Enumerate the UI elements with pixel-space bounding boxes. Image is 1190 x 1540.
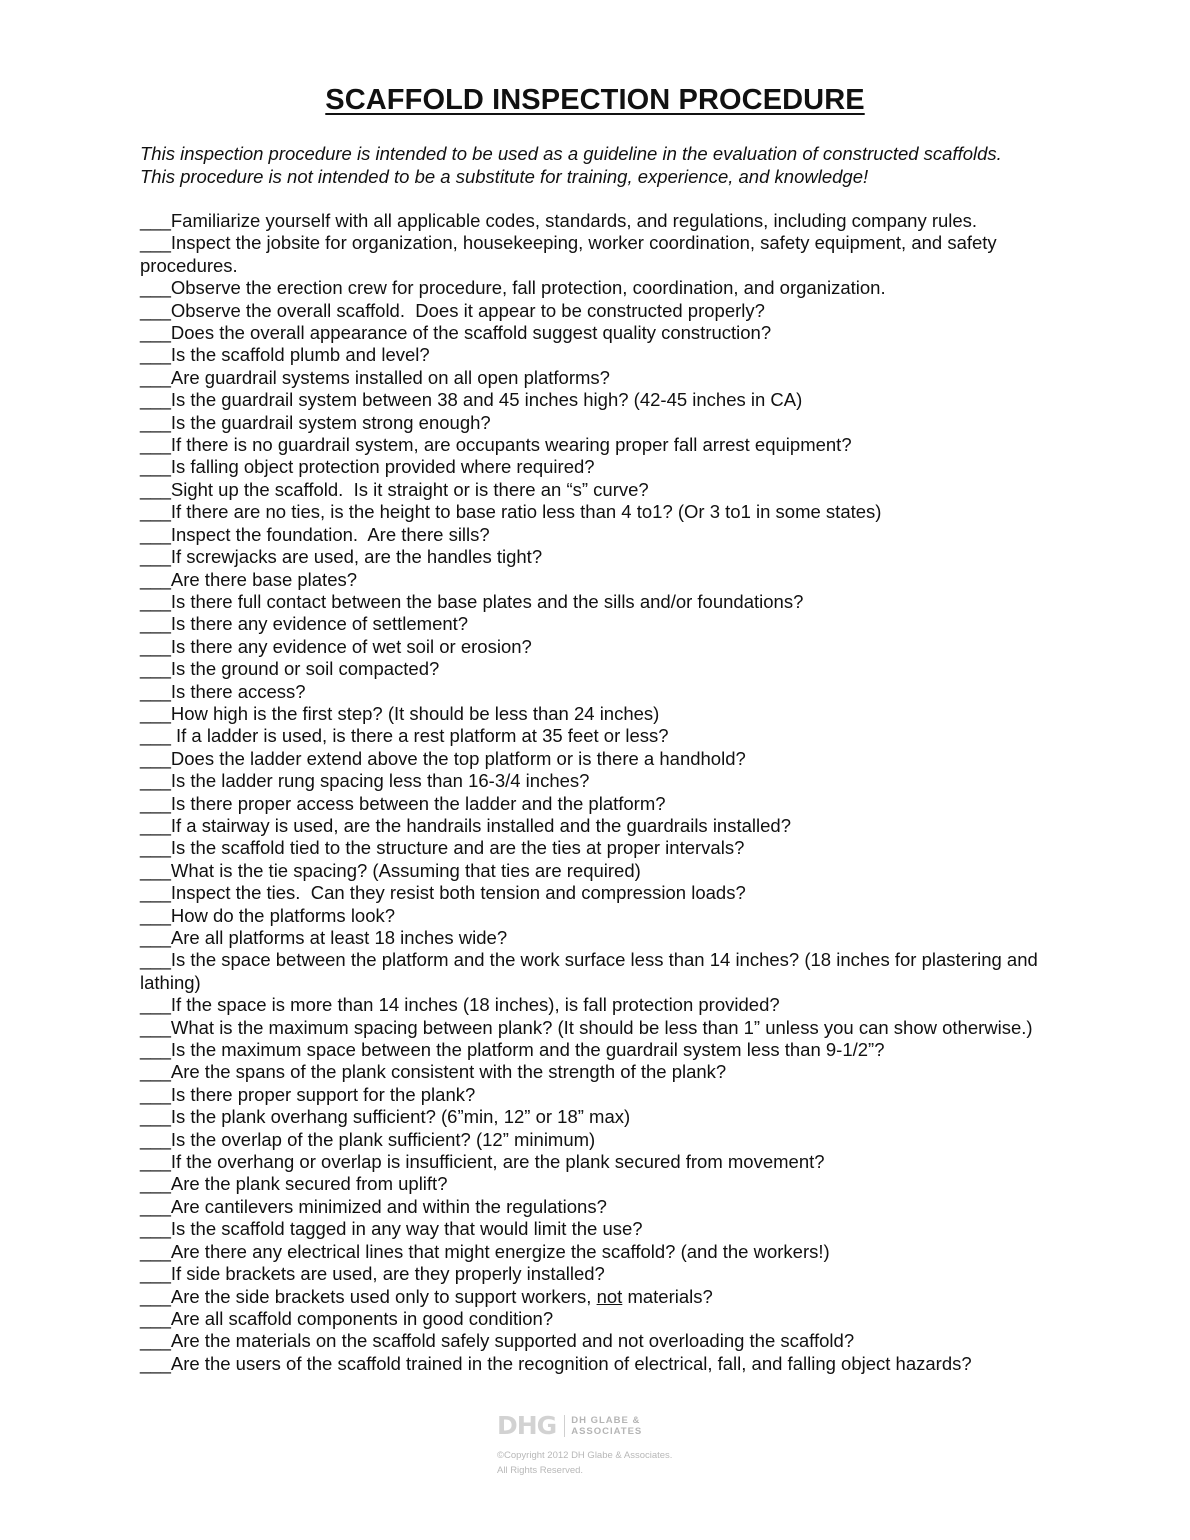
checklist-item-text: Are all platforms at least 18 inches wide? <box>170 927 508 948</box>
intro-line: This procedure is not intended to be a substitute for training, experience, and knowledge! <box>140 165 869 187</box>
checklist-item-text: Does the ladder extend above the top platform or is there a handhold? <box>170 747 746 769</box>
checklist-item-text: If there is no guardrail system, are occupants wearing proper fall arrest equipment? <box>170 434 852 456</box>
checkbox-blank[interactable]: ___ <box>140 792 171 814</box>
checklist-item-text: Does the overall appearance of the scaffold suggest quality construction? <box>170 322 772 344</box>
checklist-item <box>140 367 1060 389</box>
intro-line: This inspection procedure is intended to be used as a guideline in the evaluation of constructed scaffolds. <box>140 143 1002 164</box>
checklist-item <box>140 882 1060 904</box>
checklist-item-text: Are guardrail systems installed on all open platforms? <box>170 366 610 388</box>
checklist-item-text: Are the side brackets used only to support workers, <box>170 1285 597 1307</box>
checklist-item-text: Is there access? <box>170 680 306 702</box>
checklist-item <box>140 1218 1060 1240</box>
checkbox-blank[interactable]: ___ <box>140 613 171 635</box>
copyright <box>497 1448 717 1478</box>
checkbox-blank[interactable]: ___ <box>140 277 171 299</box>
checklist-item-text: Is the ground or soil compacted? <box>170 658 440 680</box>
checkbox-blank[interactable]: ___ <box>140 299 171 321</box>
inspection-checklist <box>140 210 1060 1375</box>
checkbox-blank[interactable]: ___ <box>140 1173 171 1195</box>
checkbox-blank[interactable]: ___ <box>140 927 171 948</box>
checklist-item-text: Is there any evidence of settlement? <box>170 613 469 635</box>
checklist-item <box>140 1286 1060 1308</box>
checklist-item <box>140 636 1060 658</box>
checkbox-blank[interactable]: ___ <box>140 725 171 747</box>
checklist-item <box>140 1129 1060 1151</box>
checkbox-blank[interactable]: ___ <box>140 837 171 859</box>
checklist-item-text: Is the ladder rung spacing less than 16-3/4 inches? <box>170 770 590 792</box>
checklist-item <box>140 434 1060 456</box>
checkbox-blank[interactable]: ___ <box>140 456 171 478</box>
checklist-item <box>140 322 1060 344</box>
checklist-item <box>140 658 1060 680</box>
emphasis-text: not <box>596 1285 623 1307</box>
checkbox-blank[interactable]: ___ <box>140 882 171 904</box>
checklist-item-text: Are all scaffold components in good condition? <box>170 1307 554 1329</box>
checklist-item <box>140 837 1060 859</box>
checklist-item-text: Are the materials on the scaffold safely supported and not overloading the scaffold? <box>170 1330 855 1352</box>
checkbox-blank[interactable]: ___ <box>140 322 171 344</box>
intro-text <box>140 143 1140 188</box>
checklist-item-text: If screwjacks are used, are the handles tight? <box>170 546 543 568</box>
checkbox-blank[interactable]: ___ <box>140 949 171 971</box>
checkbox-blank[interactable]: ___ <box>140 590 171 612</box>
checkbox-blank[interactable]: ___ <box>140 1330 171 1352</box>
checkbox-blank[interactable]: ___ <box>140 478 171 500</box>
checkbox-blank[interactable]: ___ <box>140 366 171 388</box>
checklist-item <box>140 1061 1060 1083</box>
checkbox-blank[interactable]: ___ <box>140 904 171 926</box>
company-logo <box>497 1412 717 1440</box>
checklist-item <box>140 1308 1060 1330</box>
checklist-item <box>140 703 1060 725</box>
checkbox-blank[interactable]: ___ <box>140 1263 171 1285</box>
checkbox-blank[interactable]: ___ <box>140 1061 171 1083</box>
checklist-item <box>140 479 1060 501</box>
checklist-item <box>140 860 1060 882</box>
checklist-item <box>140 344 1060 366</box>
checklist-item <box>140 1353 1060 1375</box>
checkbox-blank[interactable]: ___ <box>140 1285 171 1307</box>
checklist-item-text: Is the plank overhang sufficient? (6”min, 12” or 18” max) <box>170 1106 631 1128</box>
checklist-item-text: Inspect the ties. Can they resist both tension and compression loads? <box>170 882 746 904</box>
checklist-item-text: How high is the first step? (It should be less than 24 inches) <box>170 702 660 724</box>
checklist-item-text: What is the tie spacing? (Assuming that ties are required) <box>170 859 641 881</box>
checklist-item <box>140 232 1060 277</box>
checkbox-blank[interactable]: ___ <box>140 210 171 231</box>
checklist-item-text: Is there any evidence of wet soil or erosion? <box>170 635 532 657</box>
checklist-item-text: Are the spans of the plank consistent with the strength of the plank? <box>170 1061 727 1083</box>
checkbox-blank[interactable]: ___ <box>140 1240 171 1262</box>
checkbox-blank[interactable]: ___ <box>140 1039 171 1061</box>
checklist-item-text: Is there full contact between the base plates and the sills and/or foundations? <box>170 590 804 612</box>
checklist-item <box>140 300 1060 322</box>
checklist-item-text: Is the space between the platform and the work surface less than 14 inches? (18 inches for plastering and lathing) <box>140 949 1043 993</box>
checklist-item-text: What is the maximum spacing between plank? (It should be less than 1” unless you can show otherwise.) <box>170 1016 1033 1038</box>
checklist-item-text: Is the scaffold tagged in any way that would limit the use? <box>170 1218 643 1240</box>
checklist-item <box>140 591 1060 613</box>
checklist-item <box>140 725 1060 747</box>
checkbox-blank[interactable]: ___ <box>140 1195 171 1217</box>
checkbox-blank[interactable]: ___ <box>140 1128 171 1150</box>
checklist-item <box>140 524 1060 546</box>
checkbox-blank[interactable]: ___ <box>140 1352 171 1374</box>
checklist-item-text: Is falling object protection provided where required? <box>170 456 595 478</box>
checkbox-blank[interactable]: ___ <box>140 1016 171 1038</box>
logo-divider <box>564 1415 565 1437</box>
checkbox-blank[interactable]: ___ <box>140 658 171 680</box>
checklist-item <box>140 748 1060 770</box>
page-title: SCAFFOLD INSPECTION PROCEDURE <box>325 84 865 116</box>
checklist-item-text: Are there base plates? <box>170 568 358 590</box>
checklist-item <box>140 546 1060 568</box>
checklist-item-text: Inspect the foundation. Are there sills? <box>170 523 490 545</box>
checkbox-blank[interactable]: ___ <box>140 680 171 702</box>
checklist-item <box>140 770 1060 792</box>
checklist-item <box>140 815 1060 837</box>
checklist-item-text: How do the platforms look? <box>170 904 396 926</box>
logo-text <box>571 1415 642 1437</box>
checklist-item-text: Is the overlap of the plank sufficient? (12” minimum) <box>170 1128 596 1150</box>
checklist-item-text: Sight up the scaffold. Is it straight or is there an “s” curve? <box>170 478 649 500</box>
checkbox-blank[interactable]: ___ <box>140 859 171 881</box>
checklist-item-text: If there are no ties, is the height to base ratio less than 4 to1? (Or 3 to1 in some states) <box>170 501 882 523</box>
checklist-item-text: If a stairway is used, are the handrails installed and the guardrails installed? <box>170 814 791 836</box>
logo-line: ASSOCIATES <box>571 1426 643 1437</box>
checklist-item-text: Is there proper access between the ladder and the platform? <box>170 792 666 814</box>
checklist-item-text: If a ladder is used, is there a rest platform at 35 feet or less? <box>170 725 669 747</box>
copyright-line: All Rights Reserved. <box>497 1465 584 1476</box>
checkbox-blank[interactable]: ___ <box>140 1218 171 1240</box>
checkbox-blank[interactable]: ___ <box>140 523 171 545</box>
checkbox-blank[interactable]: ___ <box>140 635 171 657</box>
checklist-item <box>140 277 1060 299</box>
checklist-item <box>140 1263 1060 1285</box>
checklist-item-text: Observe the erection crew for procedure, fall protection, coordination, and organization. <box>170 277 886 299</box>
checkbox-blank[interactable]: ___ <box>140 1106 171 1128</box>
checklist-item <box>140 412 1060 434</box>
checklist-item-text: Is the maximum space between the platform and the guardrail system less than 9-1/2”? <box>170 1039 885 1061</box>
checklist-item-text: Familiarize yourself with all applicable codes, standards, and regulations, including company rules. <box>170 210 978 231</box>
footer <box>497 1412 717 1478</box>
checklist-item-text: Are the users of the scaffold trained in the recognition of electrical, fall, and falling object hazards? <box>170 1352 972 1374</box>
checklist-item <box>140 927 1060 949</box>
checklist-item <box>140 1173 1060 1195</box>
checklist-item <box>140 1106 1060 1128</box>
checkbox-blank[interactable]: ___ <box>140 747 171 769</box>
checkbox-blank[interactable]: ___ <box>140 546 171 568</box>
checkbox-blank[interactable]: ___ <box>140 1307 171 1329</box>
checklist-item <box>140 949 1060 994</box>
checklist-item-text: Is the guardrail system between 38 and 45 inches high? (42-45 inches in CA) <box>170 389 803 411</box>
checkbox-blank[interactable]: ___ <box>140 1151 171 1173</box>
checklist-item <box>140 1151 1060 1173</box>
checklist-item <box>140 681 1060 703</box>
checkbox-blank[interactable]: ___ <box>140 814 171 836</box>
checkbox-blank[interactable]: ___ <box>140 232 171 254</box>
checkbox-blank[interactable]: ___ <box>140 994 171 1016</box>
copyright-line: ©Copyright 2012 DH Glabe & Associates. <box>497 1450 673 1461</box>
checklist-item-text: Is there proper support for the plank? <box>170 1083 476 1105</box>
checklist-item <box>140 905 1060 927</box>
checklist-item-text: Is the scaffold plumb and level? <box>170 344 430 366</box>
checklist-item <box>140 1196 1060 1218</box>
checklist-item <box>140 1330 1060 1352</box>
checklist-item <box>140 994 1060 1016</box>
checkbox-blank[interactable]: ___ <box>140 1083 171 1105</box>
checkbox-blank[interactable]: ___ <box>140 434 171 456</box>
checkbox-blank[interactable]: ___ <box>140 389 171 411</box>
checklist-item <box>140 210 1060 232</box>
checklist-item <box>140 501 1060 523</box>
checklist-item <box>140 569 1060 591</box>
checklist-item <box>140 1084 1060 1106</box>
logo-line: DH GLABE & <box>571 1415 641 1426</box>
checklist-item <box>140 1039 1060 1061</box>
checkbox-blank[interactable]: ___ <box>140 702 171 724</box>
checklist-item <box>140 1017 1060 1039</box>
checklist-item-text: Is the guardrail system strong enough? <box>170 411 491 433</box>
checklist-item-text: Inspect the jobsite for organization, housekeeping, worker coordination, safety equipment, and safety procedures. <box>140 232 1002 276</box>
checkbox-blank[interactable]: ___ <box>140 568 171 590</box>
checklist-item-text: If side brackets are used, are they properly installed? <box>170 1263 605 1285</box>
checkbox-blank[interactable]: ___ <box>140 344 171 366</box>
checklist-item <box>140 456 1060 478</box>
checkbox-blank[interactable]: ___ <box>140 411 171 433</box>
checklist-item <box>140 793 1060 815</box>
logo-mark: DHG <box>497 1411 557 1440</box>
checklist-item <box>140 613 1060 635</box>
checklist-item-text: Are the plank secured from uplift? <box>170 1173 448 1195</box>
checklist-item-text: If the overhang or overlap is insufficient, are the plank secured from movement? <box>170 1151 825 1173</box>
checklist-item-text: materials? <box>622 1285 713 1307</box>
checklist-item-text: Are cantilevers minimized and within the regulations? <box>170 1195 607 1217</box>
checkbox-blank[interactable]: ___ <box>140 501 171 523</box>
checkbox-blank[interactable]: ___ <box>140 770 171 792</box>
checklist-item <box>140 389 1060 411</box>
checklist-item-text: Is the scaffold tied to the structure and are the ties at proper intervals? <box>170 837 745 859</box>
checklist-item-text: Observe the overall scaffold. Does it appear to be constructed properly? <box>170 299 765 321</box>
checklist-item-text: If the space is more than 14 inches (18 inches), is fall protection provided? <box>170 994 780 1016</box>
checklist-item <box>140 1241 1060 1263</box>
checklist-item-text: Are there any electrical lines that might energize the scaffold? (and the workers!) <box>170 1240 830 1262</box>
